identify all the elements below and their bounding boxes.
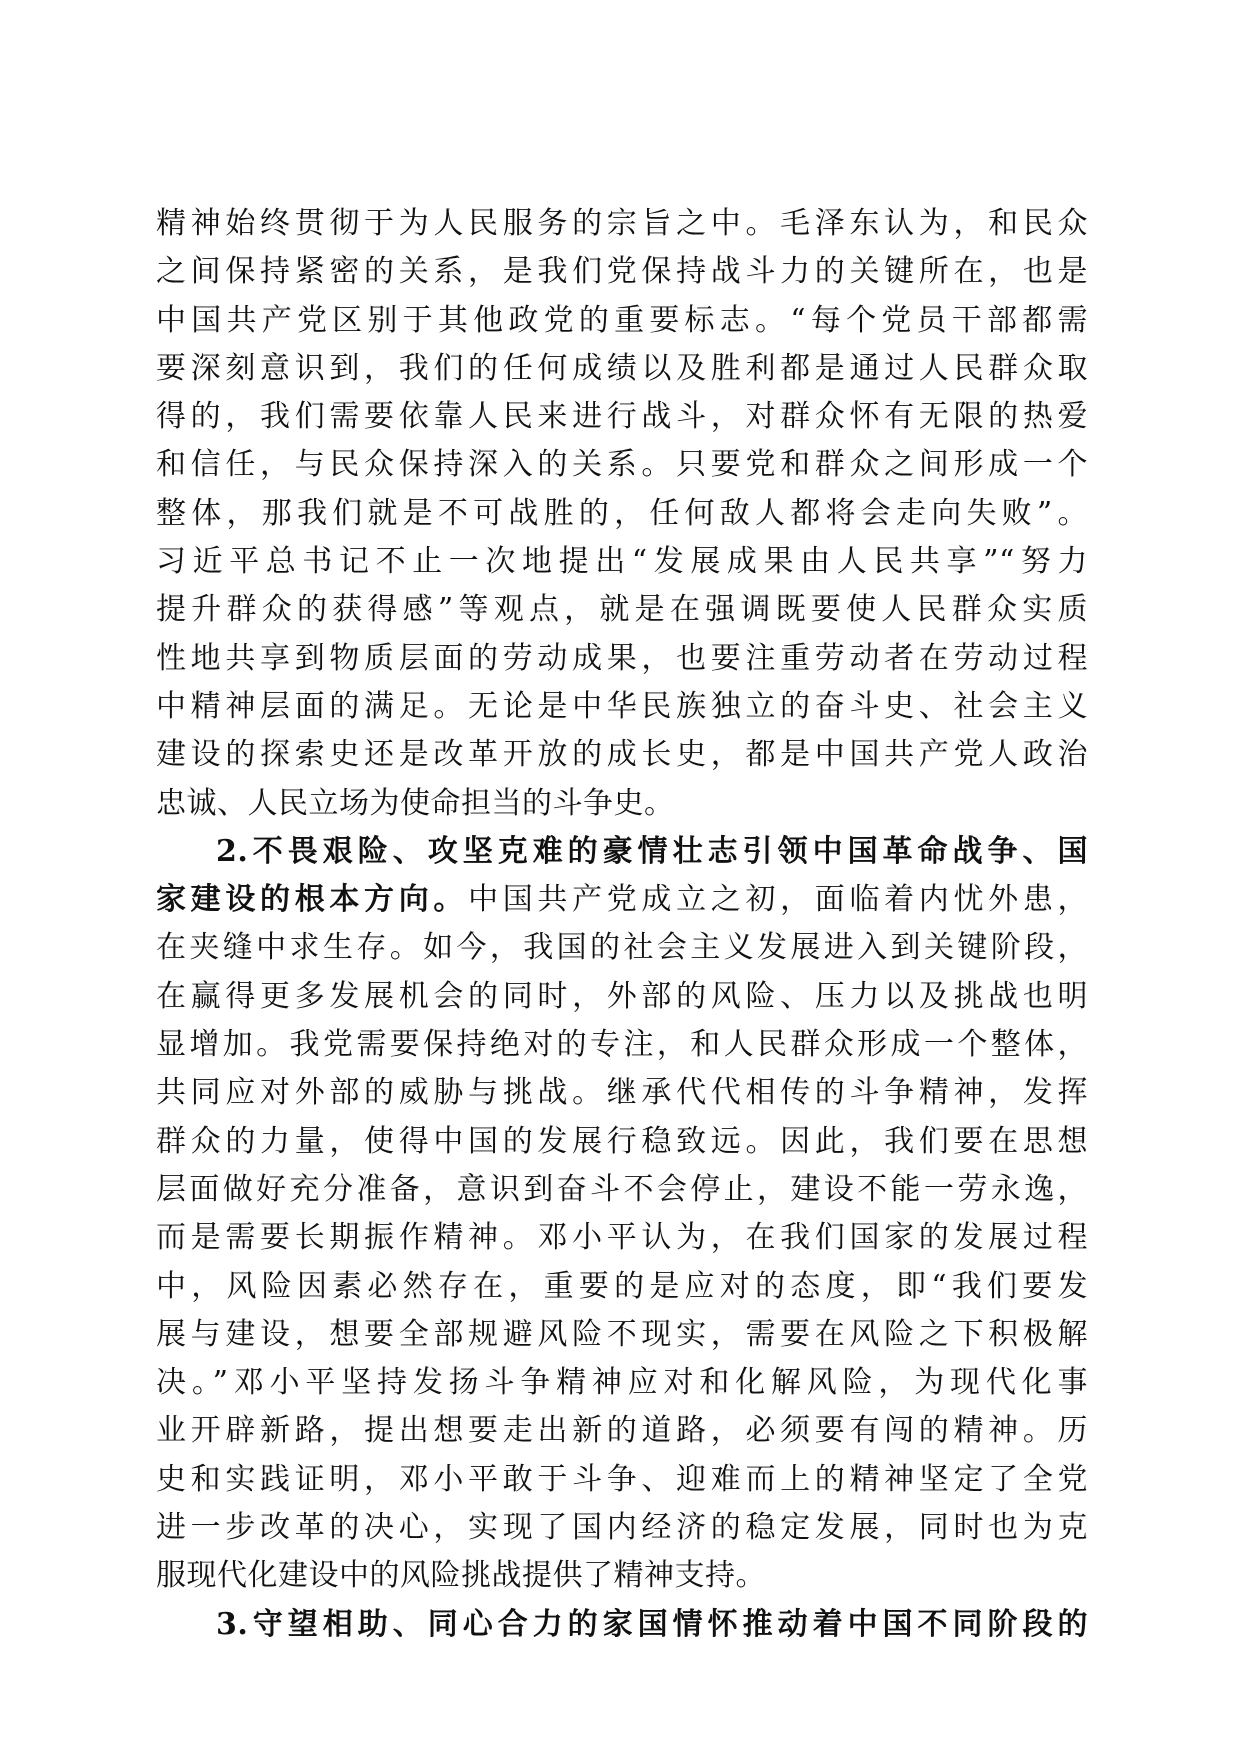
p2-line-9: 而是需要长期振作精神。邓小平认为，在我们国家的发展过程: [156, 1220, 1088, 1256]
p2-heading-line-2: 家建设的根本方向。: [156, 882, 469, 918]
p1-line-8: 习近平总书记不止一次地提出“发展成果由人民共享”“努力: [156, 544, 1088, 580]
p2-line-2: [156, 876, 1088, 924]
p1-line-12: 建设的探索史还是改革开放的成长史，都是中国共产党人政治: [156, 737, 1088, 773]
p2-line-10: 中，风险因素必然存在，重要的是应对的态度，即“我们要发: [156, 1268, 1088, 1304]
p1-line-9: 提升群众的获得感”等观点，就是在强调既要使人民群众实质: [156, 592, 1088, 628]
p1-line-6: 和信任，与民众保持深入的关系。只要党和群众之间形成一个: [156, 447, 1088, 483]
p2-heading-line-1: 2.不畏艰险、攻坚克难的豪情壮志引领中国革命战争、国: [216, 833, 1088, 869]
p2-line-8: 层面做好充分准备，意识到奋斗不会停止，建设不能一劳永逸，: [156, 1171, 1088, 1207]
p3-heading-line-1: 3.守望相助、同心合力的家国情怀推动着中国不同阶段的: [216, 1606, 1088, 1642]
p2-line-15: 进一步改革的决心，实现了国内经济的稳定发展，同时也为克: [156, 1510, 1088, 1546]
p1-line-13: 忠诚、人民立场为使命担当的斗争史。: [156, 785, 675, 821]
p1-line-5: 得的，我们需要依靠人民来进行战斗，对群众怀有无限的热爱: [156, 399, 1088, 435]
p1-line-2: 之间保持紧密的关系，是我们党保持战斗力的关键所在，也是: [156, 254, 1088, 290]
p2-line-7: 群众的力量，使得中国的发展行稳致远。因此，我们要在思想: [156, 1123, 1088, 1159]
p1-line-3: 中国共产党区别于其他政党的重要标志。“每个党员干部都需: [156, 302, 1088, 338]
p2-line-13: 业开辟新路，提出想要走出新的道路，必须要有闯的精神。历: [156, 1413, 1088, 1449]
body-text: [156, 200, 1088, 1649]
p2-line-5: 显增加。我党需要保持绝对的专注，和人民群众形成一个整体，: [156, 1027, 1088, 1063]
p2-line-3: 在夹缝中求生存。如今，我国的社会主义发展进入到关键阶段，: [156, 930, 1088, 966]
p2-line-12: 决。”邓小平坚持发扬斗争精神应对和化解风险，为现代化事: [156, 1365, 1088, 1401]
p1-line-1: 精神始终贯彻于为人民服务的宗旨之中。毛泽东认为，和民众: [156, 206, 1088, 241]
p1-line-11: 中精神层面的满足。无论是中华民族独立的奋斗史、社会主义: [156, 688, 1088, 724]
p1-line-10: 性地共享到物质层面的劳动成果，也要注重劳动者在劳动过程: [156, 640, 1088, 676]
p1-line-7: 整体，那我们就是不可战胜的，任何敌人都将会走向失败”。: [156, 495, 1088, 531]
p1-line-4: 要深刻意识到，我们的任何成绩以及胜利都是通过人民群众取: [156, 350, 1088, 386]
p2-line-14: 史和实践证明，邓小平敢于斗争、迎难而上的精神坚定了全党: [156, 1461, 1088, 1497]
p2-line-6: 共同应对外部的威胁与挑战。继承代代相传的斗争精神，发挥: [156, 1075, 1088, 1111]
p2-line-2-rest: 中国共产党成立之初，面临着内忧外患，: [468, 882, 1089, 918]
p2-line-16: 服现代化建设中的风险挑战提供了精神支持。: [156, 1558, 766, 1594]
p2-line-11: 展与建设，想要全部规避风险不现实，需要在风险之下积极解: [156, 1316, 1088, 1352]
p2-line-4: 在赢得更多发展机会的同时，外部的风险、压力以及挑战也明: [156, 978, 1088, 1014]
